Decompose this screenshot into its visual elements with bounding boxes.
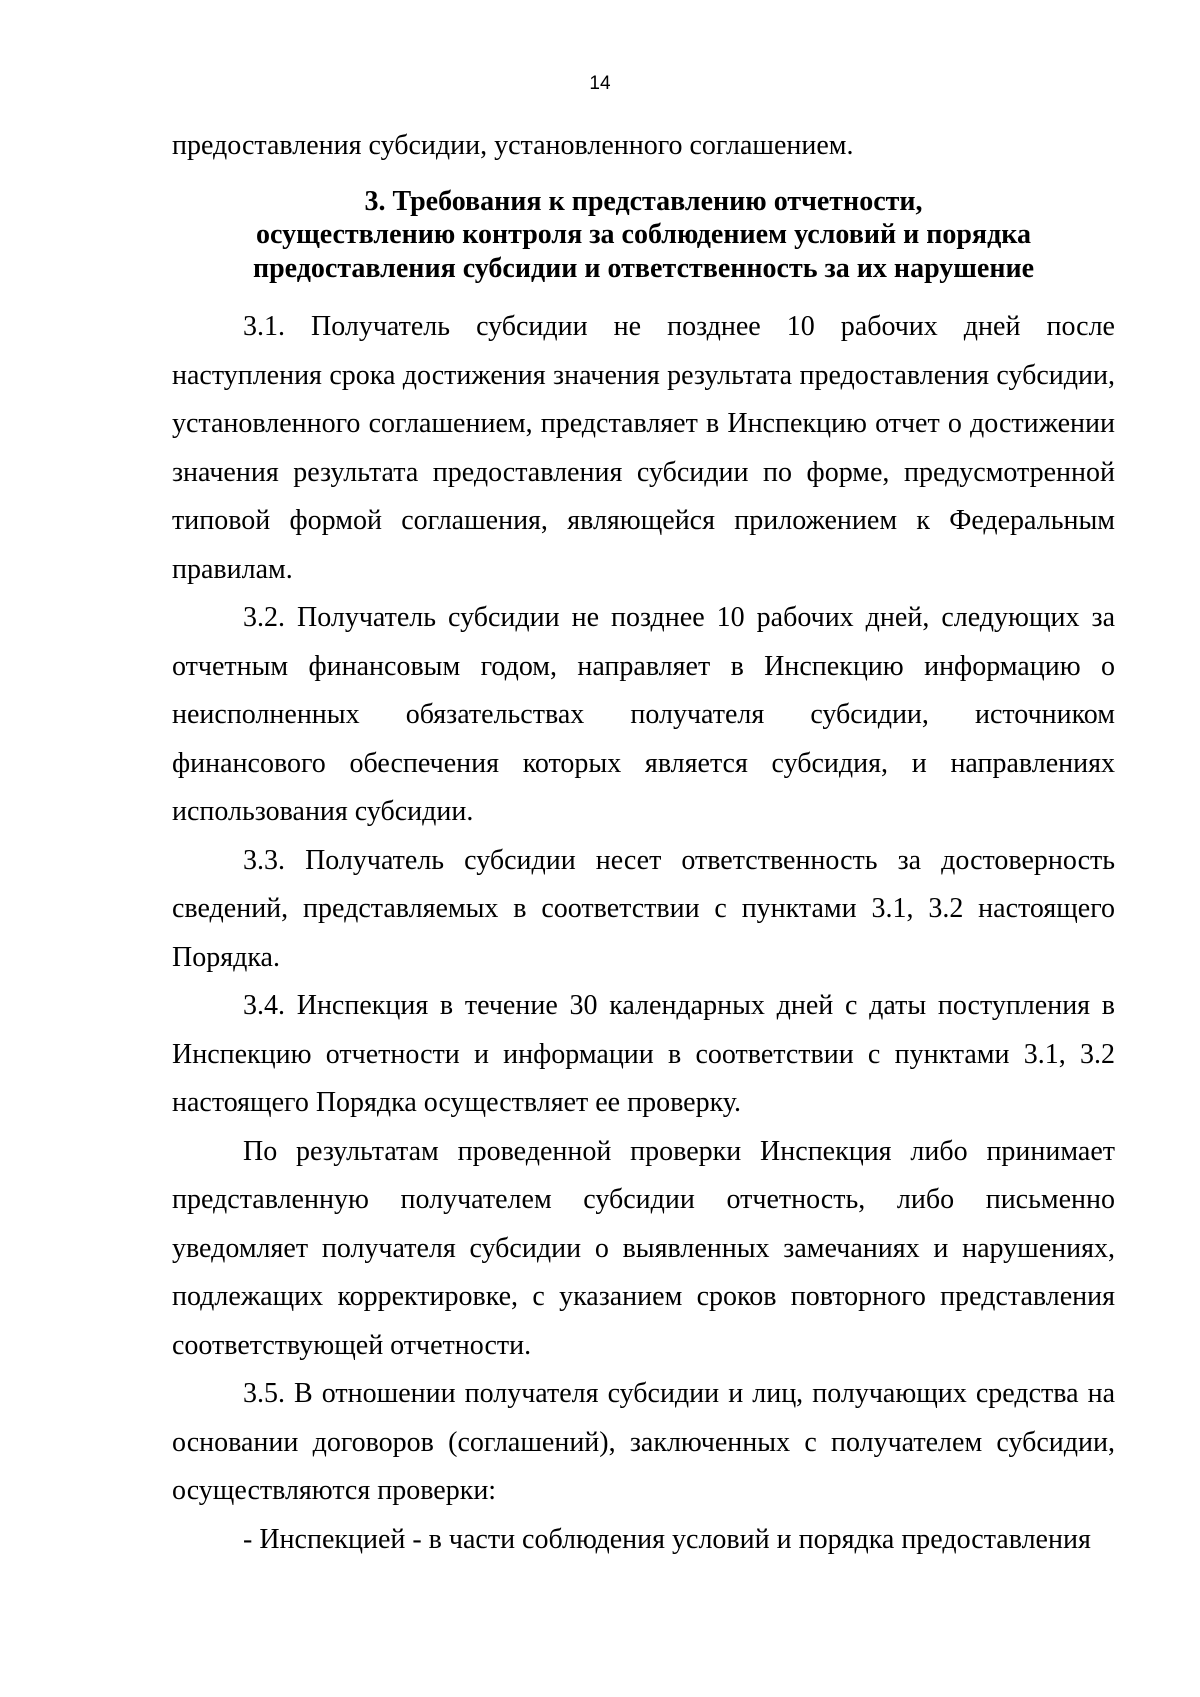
paragraph-3-3: 3.3. Получатель субсидии несет ответственность за достоверность сведений, представляемых в соответствии с пунктами 3.1, 3.2 настоящего Порядка. xyxy=(172,844,1115,973)
section-heading-line-3: предоставления субсидии и ответственность за их нарушение xyxy=(252,252,1035,284)
paragraph-3-5-item-1: - Инспекцией - в части соблюдения условий и порядка предоставления xyxy=(243,1523,1091,1555)
continuation-paragraph: предоставления субсидии, установленного соглашением. xyxy=(172,130,854,161)
section-heading-line-1: 3. Требования к представлению отчетности, xyxy=(364,185,923,217)
section-heading xyxy=(172,185,1115,286)
section-heading-line-2: осуществлению контроля за соблюдением условий и порядка xyxy=(256,219,1031,250)
paragraph-3-2: 3.2. Получатель субсидии не позднее 10 рабочих дней, следующих за отчетным финансовым годом, направляет в Инспекцию информацию о неисполненных обязательствах получателя субсидии, источником финансового обеспечения которых является субсидия, и направлениях использования субсидии. xyxy=(172,602,1115,827)
document-body xyxy=(172,122,1115,1564)
paragraph-3-4-results: По результатам проведенной проверки Инспекция либо принимает представленную получателем субсидии отчетность, либо письменно уведомляет получателя субсидии о выявленных замечаниях и нарушениях, подлежащих корректировке, с указанием сроков повторного представления соответствующей отчетности. xyxy=(172,1135,1115,1361)
paragraph-3-5: 3.5. В отношении получателя субсидии и лиц, получающих средства на основании договоров (соглашений), заключенных с получателем субсидии, осуществляются проверки: xyxy=(172,1378,1115,1506)
page-number: 14 xyxy=(589,73,611,94)
paragraph-3-1: 3.1. Получатель субсидии не позднее 10 рабочих дней после наступления срока достижения значения результата предоставления субсидии, установленного соглашением, представляет в Инспекцию отчет о достижении значения результата предоставления субсидии по форме, предусмотренной типовой формой соглашения, являющейся приложением к Федеральным правилам. xyxy=(172,311,1115,585)
paragraph-3-4: 3.4. Инспекция в течение 30 календарных дней с даты поступления в Инспекцию отчетности и информации в соответствии с пунктами 3.1, 3.2 настоящего Порядка осуществляет ее проверку. xyxy=(172,990,1115,1118)
